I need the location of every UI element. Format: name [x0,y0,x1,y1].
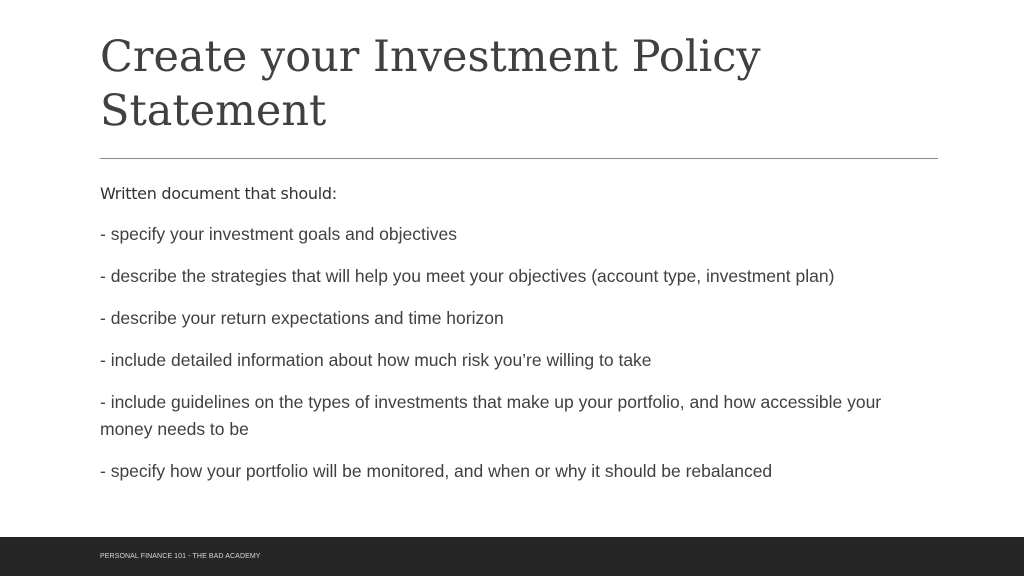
title-divider [100,158,938,159]
bullet-item: - include detailed information about how much risk you’re willing to take [100,350,652,370]
lead-text: Written document that should: [100,184,337,203]
bullet-item: - describe the strategies that will help you meet your objectives (account type, investment plan) [100,266,835,286]
slide-title: Create your Investment Policy Statement [100,32,761,136]
footer-bar [0,537,1024,576]
bullet-item: - specify how your portfolio will be monitored, and when or why it should be rebalanced [100,461,773,481]
bullet-item: - include guidelines on the types of investments that make up your portfolio, and how accessible your money needs to be [100,392,882,439]
slide-body [100,182,930,500]
bullet-item: - describe your return expectations and time horizon [100,308,504,328]
bullet-item: - specify your investment goals and objectives [100,224,457,244]
footer-text: PERSONAL FINANCE 101 - THE BAD ACADEMY [100,553,261,560]
